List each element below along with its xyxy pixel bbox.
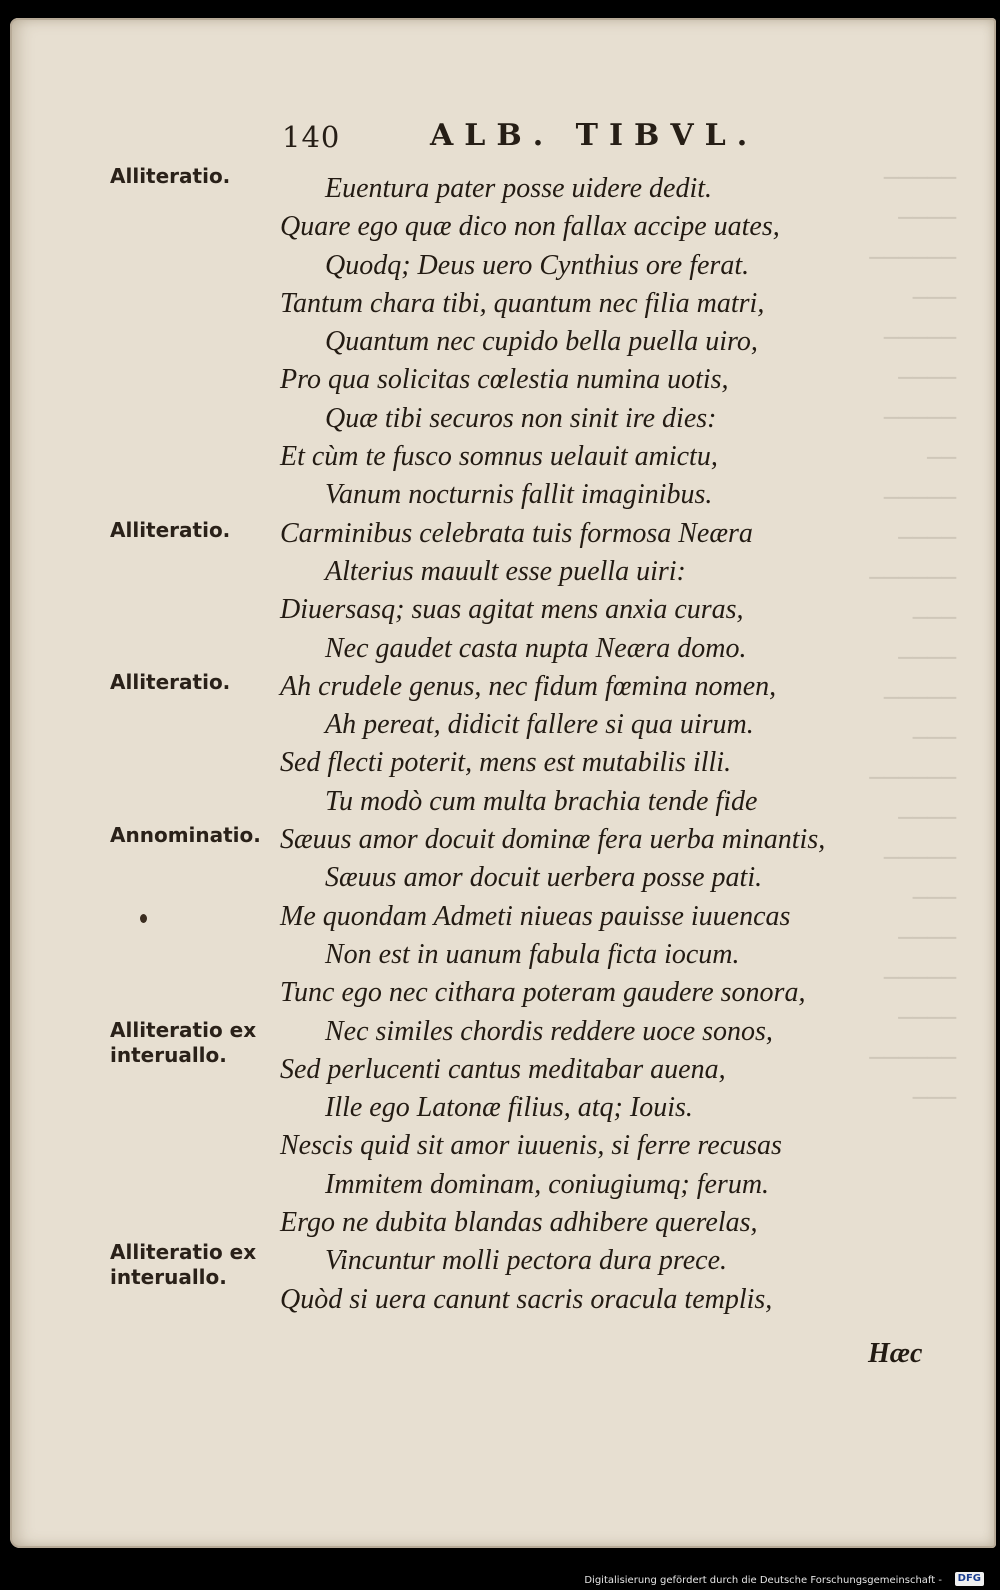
margin-note-2 [110, 518, 275, 543]
verse-line: Tunc ego nec cithara poteram gaudere sonora, [280, 977, 806, 1009]
catchword: Hæc [868, 1338, 923, 1369]
margin-note-4 [110, 823, 275, 848]
margin-note-line: interuallo. [110, 1043, 227, 1067]
margin-note-3 [110, 670, 275, 695]
verse-line: Quodq; Deus uero Cynthius ore ferat. [325, 249, 750, 281]
verse-line: Ergo ne dubita blandas adhibere querelas, [280, 1207, 758, 1239]
funding-credit: Digitalisierung gefördert durch die Deutsche Forschungsgemeinschaft - [584, 1575, 942, 1586]
verse-line: Pro qua solicitas cœlestia numina uotis, [280, 364, 729, 396]
poem-text [280, 170, 900, 1319]
verse-line: Diuersasq; suas agitat mens anxia curas, [280, 594, 744, 626]
verse-line: Quòd si uera canunt sacris oracula templis, [280, 1283, 773, 1315]
verse-line: Quantum nec cupido bella puella uiro, [325, 326, 758, 358]
page-header [270, 118, 790, 158]
verse-line: Ille ego Latonæ filius, atq; Iouis. [325, 1092, 693, 1124]
verse-line: Quare ego quæ dico non fallax accipe uates, [280, 211, 780, 243]
page-number: 140 [282, 120, 341, 154]
margin-note-5 [110, 1018, 275, 1068]
verse-line: Non est in uanum fabula ficta iocum. [325, 938, 740, 970]
margin-note-line: Alliteratio ex [110, 1240, 257, 1264]
verse-line: Vincuntur molli pectora dura prece. [325, 1245, 728, 1277]
verse-line: Ah crudele genus, nec fidum fœmina nomen, [280, 670, 777, 702]
margin-note-line: Alliteratio. [110, 164, 231, 188]
verse-line: Quæ tibi securos non sinit ire dies: [325, 402, 717, 434]
margin-note-line: Annominatio. [110, 823, 261, 847]
verse-line: Vanum nocturnis fallit imaginibus. [325, 479, 713, 511]
verse-line: Sæuus amor docuit dominæ fera uerba minantis, [280, 824, 826, 856]
verse-line: Ah pereat, didicit fallere si qua uirum. [325, 709, 754, 741]
verse-line: Carminibus celebrata tuis formosa Neæra [280, 517, 753, 549]
verse-line: Euentura pater posse uidere dedit. [325, 173, 713, 204]
verse-line: Immitem dominam, coniugiumq; ferum. [325, 1168, 770, 1200]
verse-line: Tantum chara tibi, quantum nec filia matri, [280, 287, 765, 319]
verse-line: Tu modò cum multa brachia tende fide [325, 785, 758, 817]
margin-note-line: Alliteratio. [110, 670, 231, 694]
margin-note-line: Alliteratio. [110, 518, 231, 542]
book-page [10, 18, 996, 1548]
show-through-texture: ───── ──── ────── ─── ───── ──── ───── ── ───── ──── ────── ─── ──── ───── ─── ────── ──── ───── ─── ──── ───── ──── ────── ─── [869, 164, 956, 1112]
dfg-logo: DFG [955, 1572, 984, 1586]
margin-note-line: Alliteratio ex [110, 1018, 257, 1042]
verse-line: Nec gaudet casta nupta Neæra domo. [325, 632, 747, 664]
verse-line: Et cùm te fusco somnus uelauit amictu, [280, 441, 718, 473]
verse-line: Nec similes chordis reddere uoce sonos, [325, 1015, 773, 1047]
verse-line: Nescis quid sit amor iuuenis, si ferre recusas [280, 1130, 782, 1162]
margin-mark [140, 914, 147, 923]
verse-line: Alterius mauult esse puella uiri: [325, 555, 686, 587]
verse-line: Sæuus amor docuit uerbera posse pati. [325, 862, 763, 894]
margin-note-line: interuallo. [110, 1265, 227, 1289]
margin-note-6 [110, 1240, 275, 1290]
verse-line: Sed perlucenti cantus meditabar auena, [280, 1053, 726, 1085]
digitization-footer [0, 1548, 1000, 1590]
running-head: ALB. TIBVL. [430, 118, 759, 153]
margin-note-1 [110, 164, 275, 189]
verse-line: Me quondam Admeti niueas pauisse iuuencas [280, 900, 791, 932]
verse-line: Sed flecti poterit, mens est mutabilis illi. [280, 747, 732, 779]
